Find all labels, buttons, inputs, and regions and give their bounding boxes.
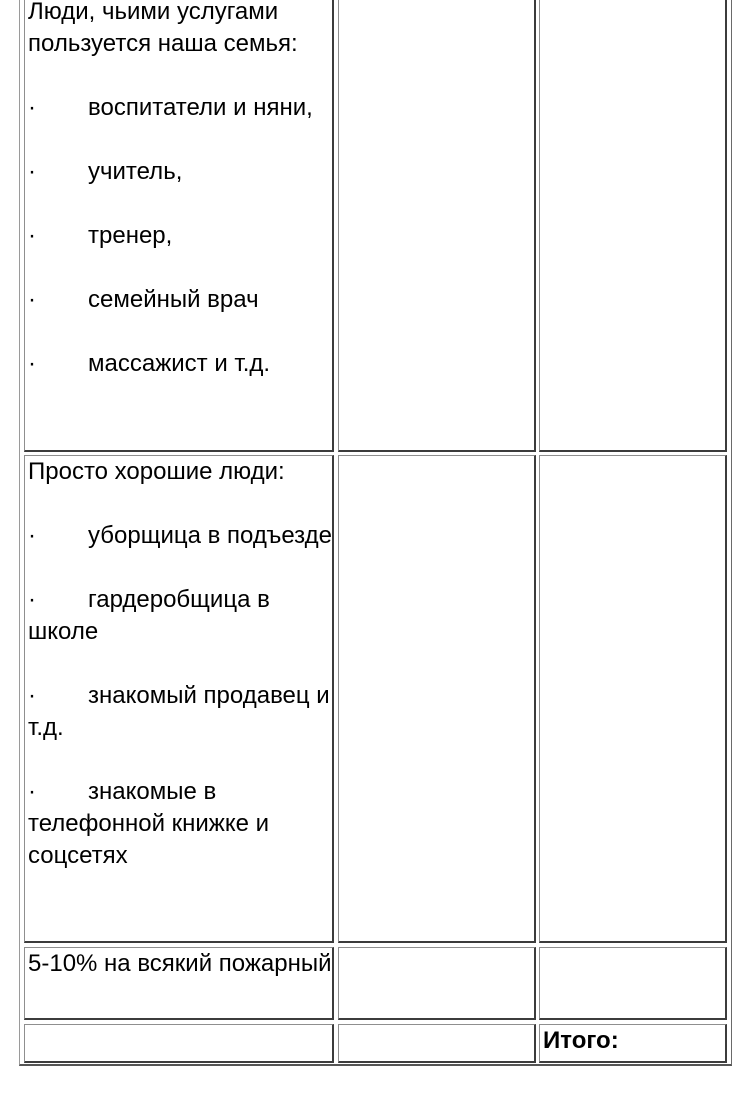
list-item: · тренер, — [28, 220, 332, 252]
row3-col3-cell — [539, 947, 727, 1020]
bullet-icon: · — [28, 94, 36, 121]
row1-heading: Люди, чьими услугами пользуется наша семья: — [28, 0, 298, 57]
row2-col3-cell — [539, 455, 727, 943]
list-item: · знакомые в телефонной книжке и соцсетях — [28, 778, 270, 869]
list-item: · знакомый продавец и т.д. — [28, 682, 330, 741]
row1-col1-cell — [24, 0, 334, 452]
row1-col3-cell — [539, 0, 727, 452]
list-item: · массажист и т.д. — [28, 348, 332, 380]
bullet-icon: · — [28, 286, 36, 313]
row2-content — [25, 456, 332, 872]
bullet-icon: · — [28, 586, 36, 613]
bullet-icon: · — [28, 158, 36, 185]
bullet-icon: · — [28, 522, 36, 549]
list-item: · уборщица в подъезде — [28, 520, 332, 552]
total-label: Итого: — [543, 1027, 619, 1054]
row2-heading: Просто хорошие люди: — [28, 458, 285, 485]
bullet-icon: · — [28, 778, 36, 805]
total-row-col2-cell — [338, 1024, 536, 1063]
list-item: · семейный врач — [28, 284, 332, 316]
total-row-col3-cell — [539, 1024, 727, 1063]
list-item: · гардеробщица в школе — [28, 586, 270, 645]
row1-col2-cell — [338, 0, 536, 452]
row3-col1-cell — [24, 947, 334, 1020]
row2-col1-cell — [24, 455, 334, 943]
row3-content — [25, 948, 332, 980]
row1-content — [25, 0, 332, 380]
row3-col2-cell — [338, 947, 536, 1020]
bullet-icon: · — [28, 222, 36, 249]
bullet-icon: · — [28, 682, 36, 709]
list-item: · учитель, — [28, 156, 332, 188]
bullet-icon: · — [28, 350, 36, 377]
total-row-col1-cell — [24, 1024, 334, 1063]
list-item: · воспитатели и няни, — [28, 92, 332, 124]
row2-col2-cell — [338, 455, 536, 943]
people-table — [19, 0, 732, 1066]
row3-heading: 5-10% на всякий пожарный — [28, 950, 332, 977]
